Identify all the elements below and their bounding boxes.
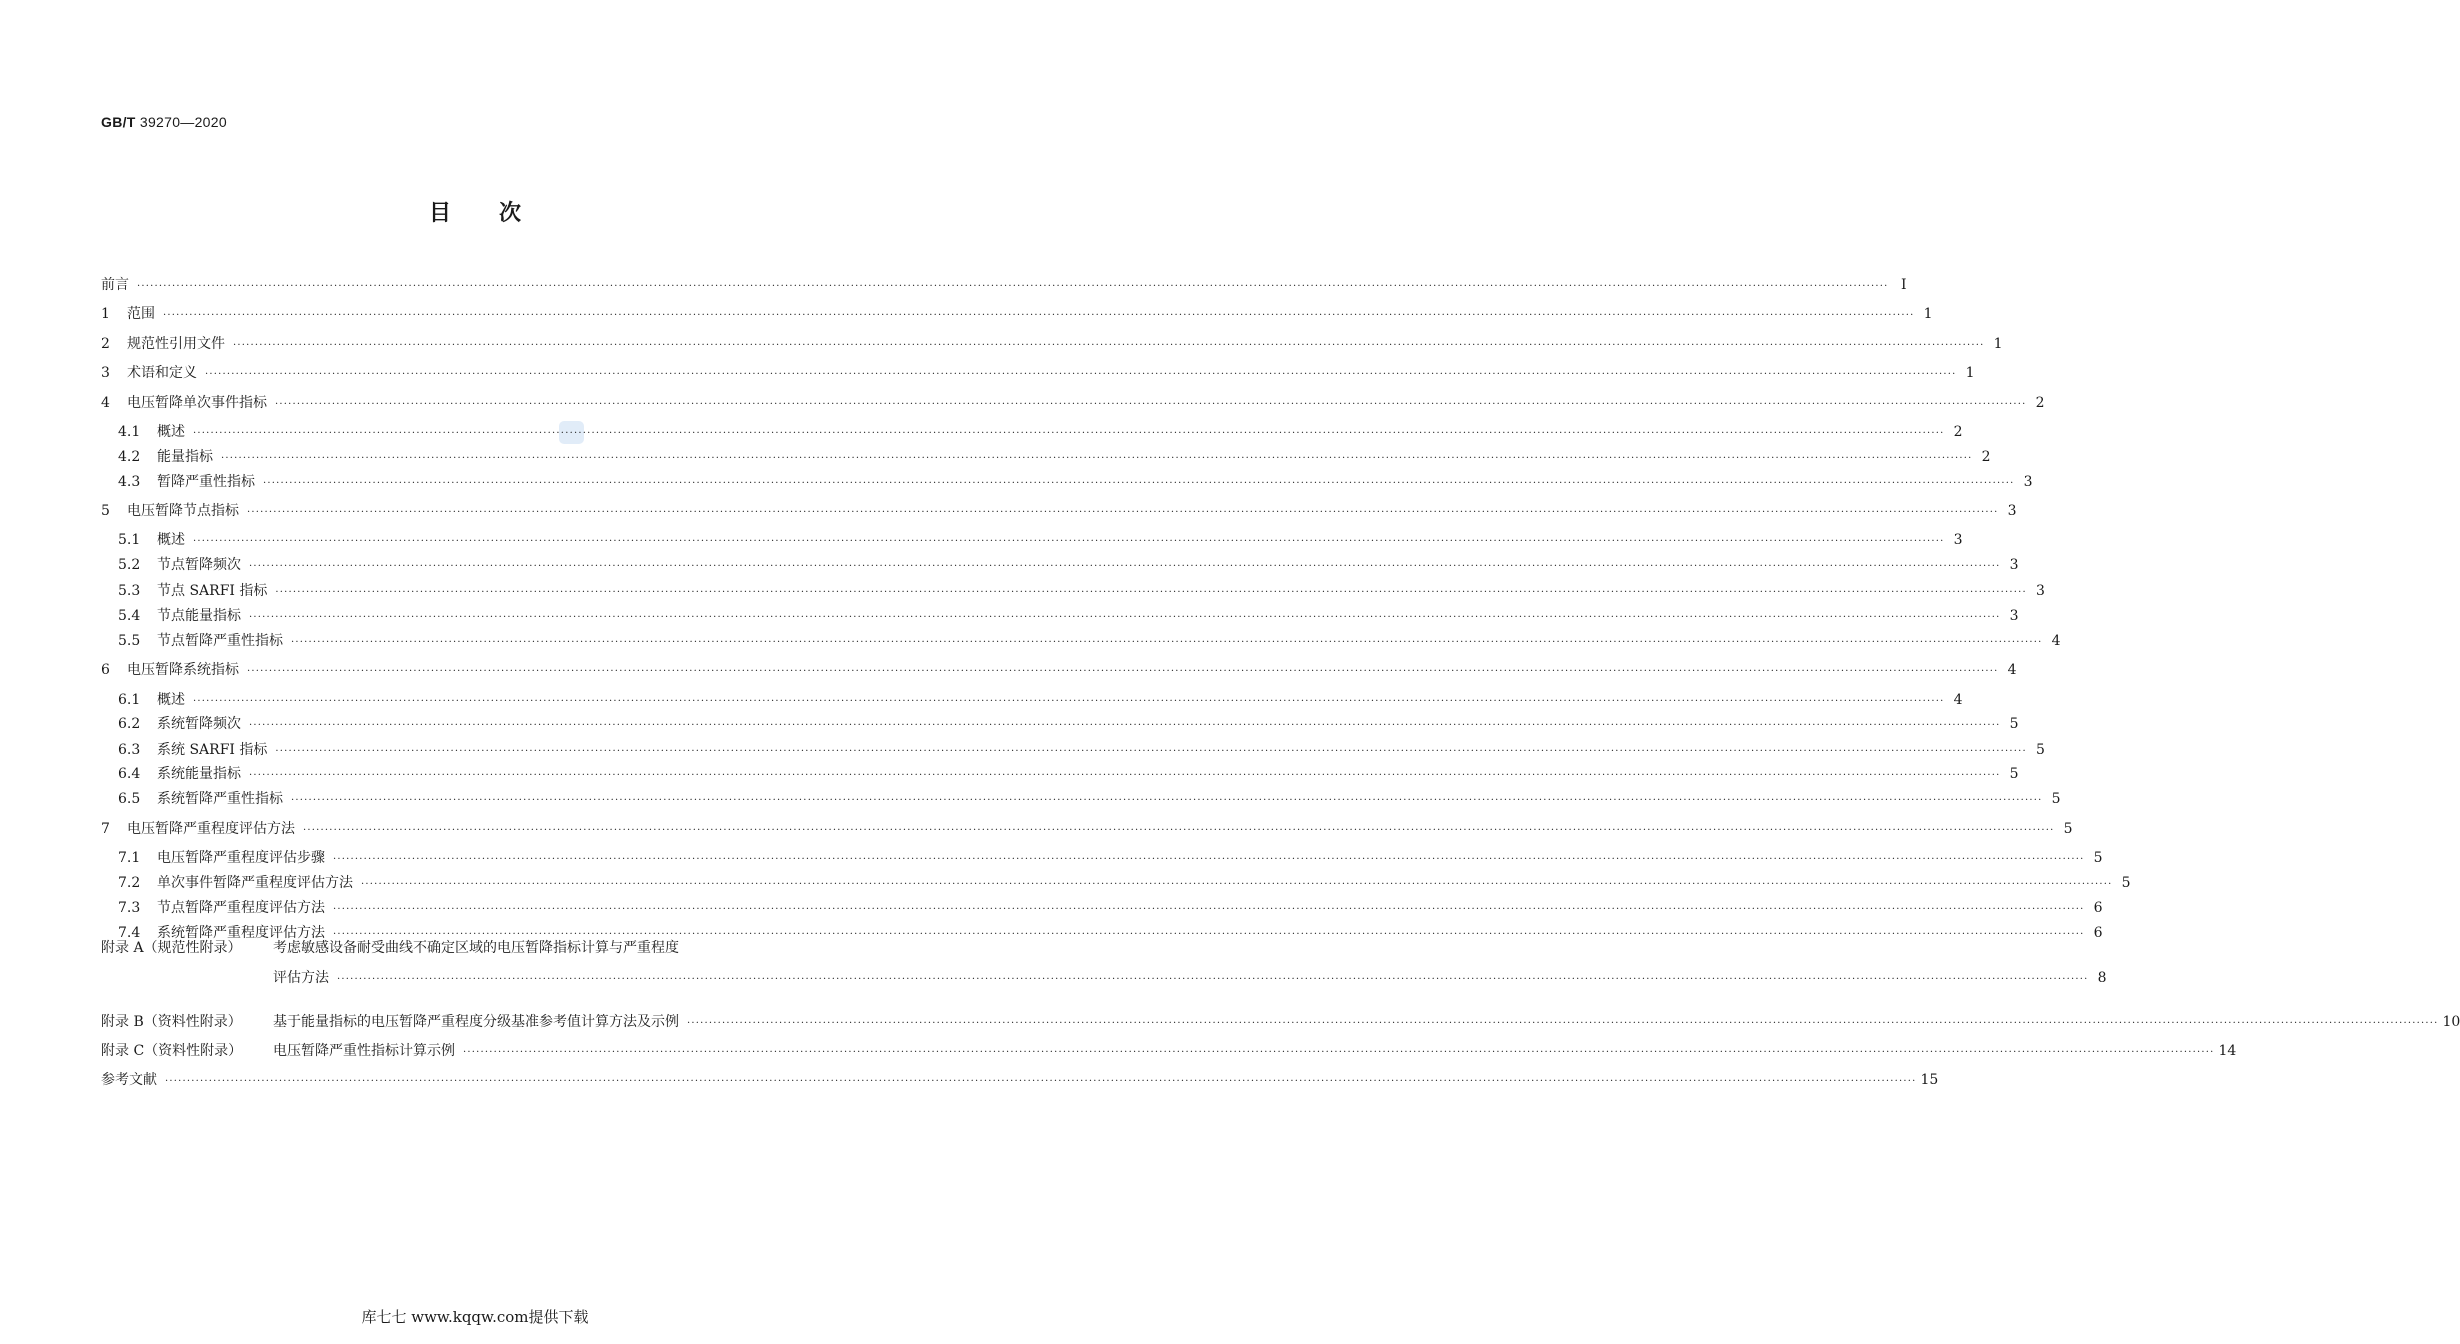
- toc-page-number: 4: [2007, 662, 2017, 678]
- toc-entry-subsection[interactable]: [101, 898, 2103, 918]
- toc-entry-number: 2: [101, 336, 110, 352]
- dot-leader: ················································································································································································································································································································································································································: [193, 428, 1945, 439]
- toc-entry-number: 5.2: [118, 557, 141, 573]
- toc-page-number: 1: [1923, 306, 1933, 322]
- dot-leader: ················································································································································································································································································································································································································: [333, 854, 2085, 865]
- dot-leader: ················································································································································································································································································································································································································: [221, 453, 1973, 464]
- toc-page-number: 4: [2051, 633, 2061, 649]
- toc-page-number: 5: [2121, 875, 2131, 891]
- toc-entry-label: 考虑敏感设备耐受曲线不确定区域的电压暂降指标计算与严重程度: [273, 940, 679, 956]
- toc-page-number: Ⅰ: [1900, 277, 1907, 293]
- toc-entry-label: 前言: [101, 277, 129, 293]
- toc-entry-number: 6.4: [118, 766, 141, 782]
- toc-entry-subsection[interactable]: [101, 873, 2131, 893]
- dot-leader: ················································································································································································································································································································································································································: [247, 666, 1999, 677]
- standard-number: 39270—2020: [139, 114, 227, 130]
- toc-entry-number: 7.4: [118, 925, 141, 941]
- dot-leader: ················································································································································································································································································································································································································: [233, 340, 1985, 351]
- toc-entry-subsection[interactable]: [101, 581, 2045, 601]
- toc-page-number: 2: [2035, 395, 2045, 411]
- toc-page-number: 6: [2093, 900, 2103, 916]
- dot-leader: ················································································································································································································································································································································································································: [463, 1047, 2215, 1058]
- dot-leader: ················································································································································································································································································································································································································: [303, 825, 2055, 836]
- dot-leader: ················································································································································································································································································································································································································: [687, 1018, 2439, 1029]
- toc-entry-number: 6.5: [118, 791, 141, 807]
- toc-page-number: 1: [1965, 365, 1975, 381]
- toc-entry-label: 单次事件暂降严重程度评估方法: [157, 875, 353, 891]
- toc-entry-subsection[interactable]: [101, 631, 2061, 651]
- dot-leader: ················································································································································································································································································································································································································: [361, 879, 2113, 890]
- toc-entry-label: 系统 SARFI 指标: [157, 742, 268, 758]
- toc-entry-subsection[interactable]: [101, 714, 2019, 734]
- standard-prefix: GB/T: [101, 114, 136, 130]
- toc-entry[interactable]: [101, 304, 1933, 324]
- dot-leader: ················································································································································································································································································································································································································: [275, 399, 2027, 410]
- toc-entry-number: 6.3: [118, 742, 141, 758]
- toc-page-number: 8: [2097, 970, 2107, 986]
- toc-entry-subsection[interactable]: [101, 606, 2019, 626]
- dot-leader: ················································································································································································································································································································································································································: [165, 1076, 1917, 1087]
- toc-entry-label: 系统能量指标: [157, 766, 241, 782]
- toc-entry-number: 附录 B（资料性附录）: [101, 1014, 242, 1030]
- toc-entry-label: 电压暂降节点指标: [127, 503, 239, 519]
- toc-entry-number: 3: [101, 365, 110, 381]
- toc-title: 目次: [428, 200, 569, 226]
- toc-entry-number: 1: [101, 306, 110, 322]
- toc-entry-number: 4: [101, 395, 110, 411]
- toc-page-number: 2: [1953, 424, 1963, 440]
- toc-entry-number: 5.4: [118, 608, 141, 624]
- dot-leader: ················································································································································································································································································································································································································: [249, 720, 2001, 731]
- toc-page-number: 3: [1953, 532, 1963, 548]
- toc-entry-number: 7: [101, 821, 110, 837]
- toc-page-number: 14: [2218, 1043, 2237, 1059]
- dot-leader: ················································································································································································································································································································································································································: [249, 561, 2001, 572]
- toc-entry[interactable]: [101, 501, 2017, 521]
- toc-entry-label: 参考文献: [101, 1072, 157, 1088]
- toc-entry-subsection[interactable]: [101, 447, 1991, 467]
- toc-entry-subsection[interactable]: [101, 555, 2019, 575]
- toc-entry-label: 节点暂降严重程度评估方法: [157, 900, 325, 916]
- toc-entry-number: 7.1: [118, 850, 141, 866]
- toc-entry-subsection[interactable]: [101, 422, 1963, 442]
- toc-entry-label: 基于能量指标的电压暂降严重程度分级基准参考值计算方法及示例: [273, 1014, 679, 1030]
- toc-page-number: 1: [1993, 336, 2003, 352]
- dot-leader: ················································································································································································································································································································································································································: [291, 795, 2043, 806]
- toc-entry-number: 附录 A（规范性附录）: [101, 940, 242, 956]
- toc-entry-number: 5: [101, 503, 110, 519]
- toc-entry-number: 5.3: [118, 583, 141, 599]
- toc-entry-number: 6.2: [118, 716, 141, 732]
- toc-entry-subsection[interactable]: [101, 789, 2061, 809]
- toc-page-number: 3: [2023, 474, 2033, 490]
- toc-entry-label: 电压暂降单次事件指标: [127, 395, 267, 411]
- toc-entry-label: 节点 SARFI 指标: [157, 583, 268, 599]
- toc-entry-label: 系统暂降严重程度评估方法: [157, 925, 325, 941]
- toc-entry-number: 4.3: [118, 474, 141, 490]
- toc-entry-label: 规范性引用文件: [127, 336, 225, 352]
- toc-entry-appendix[interactable]: [101, 1041, 2237, 1061]
- dot-leader: ················································································································································································································································································································································································································: [205, 369, 1957, 380]
- dot-leader: ················································································································································································································································································································································································································: [291, 637, 2043, 648]
- dot-leader: ················································································································································································································································································································································································································: [249, 770, 2001, 781]
- toc-page-number: 3: [2009, 608, 2019, 624]
- toc-entry[interactable]: [101, 819, 2073, 839]
- toc-entry-subsection[interactable]: [101, 472, 2033, 492]
- toc-entry-label-continued: 评估方法: [273, 970, 329, 986]
- dot-leader: ················································································································································································································································································································································································································: [249, 612, 2001, 623]
- toc-entry-number: 7.3: [118, 900, 141, 916]
- toc-entry-subsection[interactable]: [101, 740, 2045, 760]
- toc-entry-label: 概述: [157, 692, 185, 708]
- toc-entry[interactable]: [101, 660, 2017, 680]
- download-footer: 库七七 www.kqqw.com提供下载: [361, 1308, 589, 1326]
- toc-entry-subsection[interactable]: [101, 690, 1963, 710]
- toc-entry-label: 电压暂降严重程度评估步骤: [157, 850, 325, 866]
- toc-entry-label: 系统暂降严重性指标: [157, 791, 283, 807]
- toc-entry-label: 节点暂降严重性指标: [157, 633, 283, 649]
- toc-entry-label: 概述: [157, 532, 185, 548]
- toc-entry-label: 电压暂降系统指标: [127, 662, 239, 678]
- dot-leader: ················································································································································································································································································································································································································: [193, 536, 1945, 547]
- toc-entry[interactable]: [101, 363, 1975, 383]
- dot-leader: ················································································································································································································································································································································································································: [193, 696, 1945, 707]
- toc-page-number: 3: [2007, 503, 2017, 519]
- toc-page-number: 3: [2035, 583, 2045, 599]
- dot-leader: ················································································································································································································································································································································································································: [263, 478, 2015, 489]
- toc-entry-number: 4.1: [118, 424, 141, 440]
- toc-entry[interactable]: [101, 1070, 1939, 1090]
- toc-entry-number: 6.1: [118, 692, 141, 708]
- toc-page-number: 4: [1953, 692, 1963, 708]
- toc-entry-label: 系统暂降频次: [157, 716, 241, 732]
- toc-page-number: 5: [2051, 791, 2061, 807]
- toc-entry-subsection[interactable]: [101, 530, 1963, 550]
- toc-entry-label: 节点能量指标: [157, 608, 241, 624]
- toc-entry-number: 7.2: [118, 875, 141, 891]
- toc-entry-subsection[interactable]: [101, 848, 2103, 868]
- toc-entry-label: 暂降严重性指标: [157, 474, 255, 490]
- dot-leader: ················································································································································································································································································································································································································: [247, 507, 1999, 518]
- toc-entry-subsection[interactable]: [101, 764, 2019, 784]
- standard-code: [101, 114, 227, 130]
- dot-leader: ················································································································································································································································································································································································································: [275, 587, 2027, 598]
- toc-page-number: 2: [1981, 449, 1991, 465]
- toc-entry[interactable]: [101, 334, 2003, 354]
- toc-entry-label: 能量指标: [157, 449, 213, 465]
- dot-leader: ················································································································································································································································································································································································································: [333, 929, 2085, 940]
- toc-page-number: 3: [2009, 557, 2019, 573]
- toc-page-number: 5: [2009, 716, 2019, 732]
- toc-page-number: 15: [1920, 1072, 1939, 1088]
- dot-leader: ················································································································································································································································································································································································································: [275, 746, 2027, 757]
- toc-entry-number: 4.2: [118, 449, 141, 465]
- toc-entry-label: 电压暂降严重性指标计算示例: [273, 1043, 455, 1059]
- toc-entry-label: 节点暂降频次: [157, 557, 241, 573]
- toc-entry[interactable]: [101, 393, 2045, 413]
- toc-entry-appendix[interactable]: [101, 938, 838, 958]
- toc-page-number: 6: [2093, 925, 2103, 941]
- toc-entry-number: 5.5: [118, 633, 141, 649]
- dot-leader: ················································································································································································································································································································································································································: [137, 281, 1889, 292]
- toc-entry-continuation[interactable]: [101, 968, 2107, 988]
- dot-leader: ················································································································································································································································································································································································································: [333, 904, 2085, 915]
- toc-entry-number: 6: [101, 662, 110, 678]
- toc-entry[interactable]: [101, 275, 1907, 295]
- toc-entry-number: 附录 C（资料性附录）: [101, 1043, 243, 1059]
- toc-entry-number: 5.1: [118, 532, 141, 548]
- toc-entry-label: 概述: [157, 424, 185, 440]
- toc-entry-label: 术语和定义: [127, 365, 197, 381]
- dot-leader: ················································································································································································································································································································································································································: [337, 974, 2089, 985]
- toc-entry-label: 范围: [127, 306, 155, 322]
- dot-leader: ················································································································································································································································································································································································································: [163, 310, 1915, 321]
- toc-page-number: 5: [2009, 766, 2019, 782]
- toc-page-number: 5: [2035, 742, 2045, 758]
- toc-entry-label: 电压暂降严重程度评估方法: [127, 821, 295, 837]
- toc-page-number: 5: [2063, 821, 2073, 837]
- toc-page-number: 5: [2093, 850, 2103, 866]
- toc-page-number: 10: [2442, 1014, 2460, 1030]
- toc-entry-appendix[interactable]: [101, 1012, 2460, 1032]
